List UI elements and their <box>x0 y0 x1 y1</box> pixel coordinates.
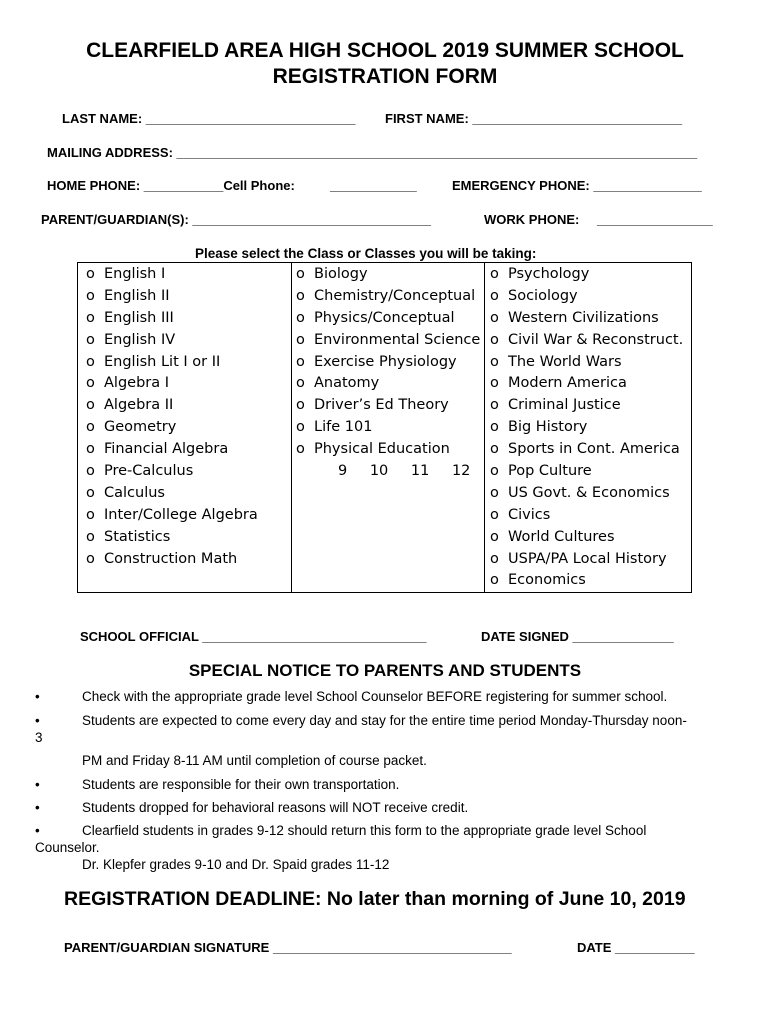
notice-item-3: Students are responsible for their own transportation. <box>82 777 400 792</box>
science-column <box>296 264 480 483</box>
class-option[interactable] <box>490 417 683 439</box>
column-divider <box>484 263 485 592</box>
checkbox-circle-icon[interactable]: o <box>490 397 499 414</box>
class-option-label: English IV <box>104 331 176 348</box>
checkbox-circle-icon[interactable]: o <box>86 419 95 436</box>
class-option-label: Modern America <box>508 375 627 392</box>
class-option[interactable] <box>86 330 258 352</box>
class-option[interactable] <box>86 483 258 505</box>
checkbox-circle-icon[interactable]: o <box>296 397 305 414</box>
bullet: • <box>35 777 40 792</box>
class-option[interactable] <box>86 373 258 395</box>
checkbox-circle-icon[interactable]: o <box>490 375 499 392</box>
class-option[interactable] <box>86 352 258 374</box>
class-option-label: Big History <box>508 419 588 436</box>
class-option-label: Civics <box>508 506 551 523</box>
class-option[interactable] <box>296 373 480 395</box>
class-option[interactable] <box>296 264 480 286</box>
checkbox-circle-icon[interactable]: o <box>86 397 95 414</box>
notice-item-1: Check with the appropriate grade level School Counselor BEFORE registering for summer school. <box>82 689 668 704</box>
class-option[interactable] <box>86 461 258 483</box>
checkbox-circle-icon[interactable]: o <box>86 309 95 326</box>
class-option-label: Psychology <box>508 266 590 282</box>
class-option-label: English Lit I or II <box>104 353 221 370</box>
class-option-label: Calculus <box>104 484 165 501</box>
title-line-2: REGISTRATION FORM <box>272 65 498 88</box>
class-option-label: Sociology <box>508 287 578 304</box>
class-option[interactable] <box>490 461 683 483</box>
class-option[interactable] <box>490 373 683 395</box>
class-option[interactable] <box>490 527 683 549</box>
class-option[interactable] <box>86 264 258 286</box>
class-option-label: English III <box>104 309 174 326</box>
notice-item-5b: Counselor. <box>35 840 100 855</box>
checkbox-circle-icon[interactable]: o <box>490 441 499 458</box>
checkbox-circle-icon[interactable]: o <box>86 266 95 282</box>
checkbox-circle-icon[interactable]: o <box>490 266 499 282</box>
class-option-label: Anatomy <box>314 375 380 392</box>
class-option[interactable] <box>490 505 683 527</box>
checkbox-circle-icon[interactable]: o <box>490 506 499 523</box>
class-option-label: Biology <box>314 266 368 282</box>
home-phone-field[interactable]: HOME PHONE: ___________Cell Phone: <box>47 178 295 193</box>
notice-item-5c: Dr. Klepfer grades 9-10 and Dr. Spaid grades 11-12 <box>82 857 390 872</box>
checkbox-circle-icon[interactable]: o <box>86 353 95 370</box>
bullet: • <box>35 823 40 838</box>
title-line-1: CLEARFIELD AREA HIGH SCHOOL 2019 SUMMER SCHOOL <box>86 39 684 62</box>
notice-item-5a: Clearfield students in grades 9-12 should return this form to the appropriate grade level School <box>82 823 647 838</box>
class-option[interactable] <box>86 395 258 417</box>
class-option-label: World Cultures <box>508 528 615 545</box>
parent-guardian-field[interactable]: PARENT/GUARDIAN(S): _________________________________ <box>41 212 432 227</box>
checkbox-circle-icon[interactable]: o <box>296 331 305 348</box>
checkbox-circle-icon[interactable]: o <box>296 266 305 282</box>
checkbox-circle-icon[interactable]: o <box>296 441 305 458</box>
checkbox-circle-icon[interactable]: o <box>296 353 305 370</box>
class-option-label: Physical Education <box>314 441 450 458</box>
checkbox-circle-icon[interactable]: o <box>490 309 499 326</box>
class-option-label: Criminal Justice <box>508 397 621 414</box>
class-option-label: Western Civilizations <box>508 309 659 326</box>
class-option[interactable] <box>490 264 683 286</box>
class-option-label: Economics <box>508 572 586 589</box>
class-option[interactable] <box>86 417 258 439</box>
date-signed-field[interactable]: DATE SIGNED ______________ <box>481 629 674 644</box>
class-option-label: Algebra II <box>104 397 174 414</box>
checkbox-circle-icon[interactable]: o <box>490 550 499 567</box>
checkbox-circle-icon[interactable]: o <box>296 419 305 436</box>
work-phone-label: WORK PHONE: <box>484 212 580 227</box>
class-option-label: The World Wars <box>508 353 622 370</box>
checkbox-circle-icon[interactable]: o <box>86 506 95 523</box>
notice-heading: SPECIAL NOTICE TO PARENTS AND STUDENTS <box>188 661 582 680</box>
class-option[interactable] <box>490 308 683 330</box>
last-name-field[interactable]: LAST NAME: _____________________________ <box>62 111 356 126</box>
checkbox-circle-icon[interactable]: o <box>296 309 305 326</box>
class-selection-table <box>77 262 692 593</box>
checkbox-circle-icon[interactable]: o <box>86 287 95 304</box>
registration-deadline: REGISTRATION DEADLINE: No later than morning of June 10, 2019 <box>64 888 686 910</box>
checkbox-circle-icon[interactable]: o <box>490 287 499 304</box>
checkbox-circle-icon[interactable]: o <box>86 375 95 392</box>
class-option-label: US Govt. & Economics <box>508 484 670 501</box>
class-option[interactable] <box>490 483 683 505</box>
notice-item-2b: 3 <box>35 730 43 745</box>
class-option-label: Civil War & Reconstruct. <box>508 331 684 348</box>
class-option[interactable] <box>490 439 683 461</box>
class-option[interactable] <box>490 395 683 417</box>
column-divider <box>291 263 292 592</box>
school-official-field[interactable]: SCHOOL OFFICIAL _______________________________ <box>80 629 427 644</box>
class-option[interactable] <box>490 549 683 571</box>
checkbox-circle-icon[interactable]: o <box>296 375 305 392</box>
checkbox-circle-icon[interactable]: o <box>490 572 499 589</box>
class-option[interactable] <box>296 417 480 439</box>
class-option-label: Geometry <box>104 419 177 436</box>
checkbox-circle-icon[interactable]: o <box>86 550 95 567</box>
checkbox-circle-icon[interactable]: o <box>86 441 95 458</box>
checkbox-circle-icon[interactable]: o <box>490 484 499 501</box>
class-option-label: Life 101 <box>314 419 373 436</box>
emergency-phone-field[interactable]: EMERGENCY PHONE: _______________ <box>452 178 702 193</box>
checkbox-circle-icon[interactable]: o <box>490 528 499 545</box>
class-option[interactable] <box>86 505 258 527</box>
class-option[interactable] <box>86 286 258 308</box>
checkbox-circle-icon[interactable]: o <box>490 353 499 370</box>
class-option-label: Construction Math <box>104 550 238 567</box>
class-select-prompt: Please select the Class or Classes you will be taking: <box>195 246 537 261</box>
checkbox-circle-icon[interactable]: o <box>86 331 95 348</box>
notice-item-4: Students dropped for behavioral reasons will NOT receive credit. <box>82 800 469 815</box>
grade-options[interactable]: 9 10 11 12 <box>338 463 471 480</box>
class-option-label: Financial Algebra <box>104 441 229 458</box>
class-option[interactable] <box>490 330 683 352</box>
class-option-label: Pre-Calculus <box>104 463 194 480</box>
class-option-label: Inter/College Algebra <box>104 506 258 523</box>
class-option-label: Driver’s Ed Theory <box>314 397 449 414</box>
class-option[interactable] <box>490 570 683 592</box>
bullet: • <box>35 689 40 704</box>
checkbox-circle-icon[interactable]: o <box>296 287 305 304</box>
bullet: • <box>35 800 40 815</box>
signature-date-field[interactable]: DATE ___________ <box>577 940 695 955</box>
first-name-field[interactable]: FIRST NAME: _____________________________ <box>385 111 683 126</box>
class-option-label: Pop Culture <box>508 463 592 480</box>
class-option-label: Sports in Cont. America <box>508 441 680 458</box>
mailing-address-field[interactable]: MAILING ADDRESS: ________________________________________________________________________ <box>47 145 698 160</box>
class-option[interactable] <box>86 439 258 461</box>
bullet: • <box>35 713 40 728</box>
class-option[interactable] <box>86 549 258 571</box>
class-option-label: Exercise Physiology <box>314 353 457 370</box>
cell-phone-blank[interactable]: ____________ <box>330 178 417 193</box>
checkbox-circle-icon[interactable]: o <box>86 463 95 480</box>
class-option-label: English II <box>104 287 170 304</box>
checkbox-circle-icon[interactable]: o <box>490 331 499 348</box>
class-option[interactable] <box>490 352 683 374</box>
work-phone-blank[interactable]: ________________ <box>597 212 713 227</box>
notice-item-2a: Students are expected to come every day and stay for the entire time period Monday-Thursday noon- <box>82 713 687 728</box>
checkbox-circle-icon[interactable]: o <box>490 419 499 436</box>
class-option[interactable] <box>296 395 480 417</box>
class-option[interactable] <box>296 439 480 461</box>
class-option[interactable] <box>296 330 480 352</box>
class-option-label: Chemistry/Conceptual <box>314 287 476 304</box>
notice-item-2c: PM and Friday 8-11 AM until completion of course packet. <box>82 753 427 768</box>
checkbox-circle-icon[interactable]: o <box>490 463 499 480</box>
checkbox-circle-icon[interactable]: o <box>86 528 95 545</box>
social-studies-column <box>490 264 683 592</box>
class-option-label: Physics/Conceptual <box>314 309 455 326</box>
class-option-label: English I <box>104 266 166 282</box>
class-option[interactable] <box>296 308 480 330</box>
class-option[interactable] <box>86 527 258 549</box>
class-option[interactable] <box>296 352 480 374</box>
parent-signature-field[interactable]: PARENT/GUARDIAN SIGNATURE _________________________________ <box>64 940 512 955</box>
class-option[interactable] <box>490 286 683 308</box>
class-option[interactable] <box>86 308 258 330</box>
class-option-label: Statistics <box>104 528 171 545</box>
class-option-label: USPA/PA Local History <box>508 550 667 567</box>
class-option[interactable] <box>296 286 480 308</box>
class-option-label: Environmental Science <box>314 331 481 348</box>
class-option-label: Algebra I <box>104 375 170 392</box>
math-english-column <box>86 264 258 570</box>
checkbox-circle-icon[interactable]: o <box>86 484 95 501</box>
